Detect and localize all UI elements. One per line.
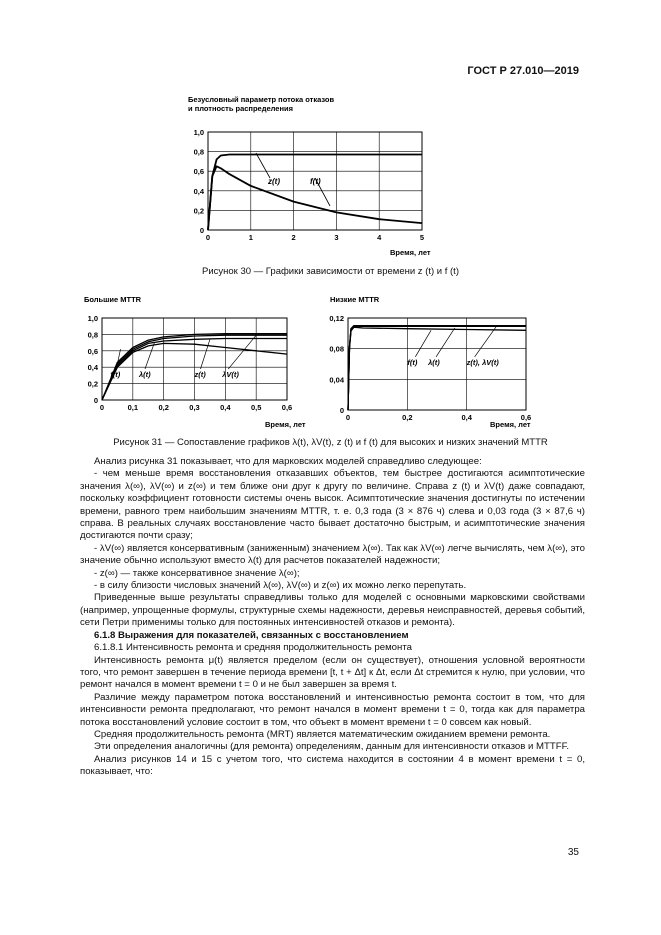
y-tick-label: 0,8 <box>87 330 98 340</box>
y-tick-label: 1,0 <box>87 314 98 323</box>
x-tick-label: 0,6 <box>281 403 293 412</box>
x-tick-label: 0 <box>345 413 351 422</box>
fig31a-xlabel: Время, лет <box>265 420 306 429</box>
section-heading: 6.1.8 Выражения для показателей, связанных с восстановлением <box>94 629 409 641</box>
fig31a-label-lambda-v: λV(t) <box>222 370 239 380</box>
fig31b-y-ticks <box>329 314 344 415</box>
fig30-caption: Рисунок 30 — Графики зависимости от времени z (t) и f (t) <box>201 266 459 277</box>
fig31b-labels <box>407 326 499 366</box>
x-tick-label: 5 <box>419 233 425 242</box>
paragraph: Эти определения аналогичны (для ремонта) определениям, данным для интенсивности отказов и MTTFF. <box>94 741 570 753</box>
fig31a-label-lambda: λ(t) <box>139 370 151 380</box>
y-tick-label: 0,04 <box>329 375 344 385</box>
paragraph: - чем меньше время восстановления отказавших объектов, тем быстрее достигаются асимптотические значения λ(∞), λV(∞) и z(∞) и тем ближе они друг к другу по величине. Справа z (t) и λV(t) даже совпадают, поскольку коэффициент готовности системы очень высок. Асимптотические значения достигнуты по истечении времени, равного трем наибольшим значениям MTTR, т. е. 0,3 года (3 × 876 ч) слева и 0,03 года (3 × 87,6 ч) справа. В реальных случаях восстановление часто бывает достаточно быстрым, и асимптотические значения достигаются почти сразу; <box>80 468 585 542</box>
x-tick-label: 0,5 <box>250 403 262 412</box>
x-tick-label: 0 <box>99 403 105 412</box>
fig30-y-ticks <box>194 128 205 235</box>
paragraph: Интенсивность ремонта μ(t) является пределом (если он существует), отношения условной вероятности того, что ремонт завершен в течение периода времени [t, t + Δt] к Δt, если Δt стремится к нулю, при условии, что ремонт начался в момент времени t = 0 и не был завершен за время t. <box>80 654 585 691</box>
y-tick-label: 0,6 <box>193 167 204 177</box>
x-tick-label: 0,1 <box>127 403 139 412</box>
fig31b-series <box>348 326 526 410</box>
fig31a-pointer <box>228 335 256 369</box>
paragraph: - в силу близости числовых значений λ(∞), λV(∞) и z(∞) их можно легко перепутать. <box>94 580 467 592</box>
paragraph: - z(∞) — также консервативное значение λ(∞); <box>94 567 300 579</box>
figure-31-right <box>318 290 548 430</box>
fig31b-label-z-lambda-v: z(t), λV(t) <box>466 357 499 367</box>
x-tick-label: 0 <box>205 233 211 242</box>
fig31a-x-ticks <box>100 403 292 412</box>
fig30-ylabel-1: Безусловный параметр потока отказов <box>188 95 335 104</box>
x-tick-label: 0,4 <box>220 403 231 412</box>
page-header: ГОСТ Р 27.010—2019 <box>467 65 579 77</box>
paragraph: Анализ рисунка 31 показывает, что для марковских моделей справедливо следующее: <box>94 456 482 467</box>
fig30-ylabel-2: и плотность распределения <box>188 104 293 113</box>
y-tick-label: 0,4 <box>87 363 98 373</box>
x-tick-label: 0,3 <box>189 403 200 412</box>
y-tick-label: 0,08 <box>329 344 344 354</box>
fig31a-grid <box>102 318 287 400</box>
fig30-label-f: f(t) <box>310 177 321 186</box>
x-tick-label: 0,2 <box>402 413 413 422</box>
fig31b-label-lambda: λ(t) <box>428 357 440 367</box>
page-number: 35 <box>567 847 579 858</box>
body-text <box>80 456 585 779</box>
fig30-xlabel: Время, лет <box>390 248 431 257</box>
fig30-pointer-z <box>256 153 270 178</box>
x-tick-label: 0,4 <box>461 413 472 422</box>
y-tick-label: 0 <box>339 406 344 415</box>
fig31a-title: Большие MTTR <box>84 295 142 304</box>
x-tick-label: 4 <box>377 233 382 242</box>
paragraph: - λV(∞) является консервативным (заниженным) значением λ(∞). Так как λV(∞) легче вычислять, чем λ(∞), это значение обычно используют вместо λ(t) для расчетов показателей надежности; <box>80 542 585 567</box>
x-tick-label: 0,2 <box>158 403 169 412</box>
x-tick-label: 3 <box>334 233 339 242</box>
y-tick-label: 0,6 <box>87 346 98 356</box>
y-tick-label: 0,2 <box>193 206 204 216</box>
figure-31-left <box>80 290 325 430</box>
series-line-4 <box>348 326 526 410</box>
fig30-label-z: z(t) <box>268 177 280 186</box>
paragraph: Анализ рисунков 14 и 15 с учетом того, что система находится в состоянии 4 в момент времени t = 0, показывает, что: <box>80 753 585 778</box>
series-line-1 <box>348 327 526 410</box>
fig31a-y-ticks <box>88 314 99 405</box>
y-tick-label: 0 <box>93 396 98 405</box>
fig31a-pointer <box>201 339 210 369</box>
fig31b-xlabel: Время, лет <box>490 420 531 429</box>
fig31b-title: Низкие MTTR <box>330 295 380 304</box>
series-line-2 <box>348 326 526 410</box>
series-line-1 <box>208 155 422 231</box>
paragraph: Различие между параметром потока восстановлений и интенсивностью ремонта состоит в том, что для интенсивности ремонта предполагают, что ремонт начался в момент времени t = 0, тогда как для параметра потока восстановлений условие состоит в том, что объект в момент времени t = 0 совсем как новый. <box>80 691 585 728</box>
paragraph: Приведенные выше результаты справедливы только для моделей с основными марковскими свойствами (например, упрощенные формулы, структурные схемы надежности, деревья неисправностей, деревья событий, сети Петри применимы только для постоянных интенсивностей отказов и ремонта). <box>80 592 585 629</box>
fig31a-labels <box>110 335 256 379</box>
paragraph: Средняя продолжительность ремонта (MRT) является математическим ожиданием времени ремонта. <box>94 728 551 740</box>
x-tick-label: 0,6 <box>520 413 532 422</box>
fig31b-label-f: f(t) <box>407 357 418 367</box>
x-tick-label: 2 <box>291 233 296 242</box>
fig31b-pointer <box>415 330 431 357</box>
figure-30 <box>170 90 470 262</box>
y-tick-label: 0,8 <box>193 147 204 157</box>
paragraph: 6.1.8.1 Интенсивность ремонта и средняя продолжительность ремонта <box>94 642 412 654</box>
fig30-x-ticks <box>206 233 424 242</box>
y-tick-label: 0,12 <box>329 314 344 323</box>
y-tick-label: 0 <box>199 226 204 235</box>
fig30-pointer-f <box>315 178 330 206</box>
fig31a-label-f: f(t) <box>110 370 121 380</box>
y-tick-label: 1,0 <box>193 128 204 137</box>
fig31b-pointer <box>475 326 497 356</box>
series-line-3 <box>348 326 526 410</box>
fig31a-label-z: z(t) <box>194 370 206 380</box>
x-tick-label: 1 <box>248 233 253 242</box>
fig31-caption: Рисунок 31 — Сопоставление графиков λ(t), λV(t), z (t) и f (t) для высоких и низких значений MTTR <box>113 437 548 448</box>
fig31b-pointer <box>436 328 455 357</box>
series-line-2 <box>208 166 422 230</box>
y-tick-label: 0,4 <box>193 186 204 196</box>
y-tick-label: 0,2 <box>87 379 98 389</box>
fig30-series <box>208 155 422 231</box>
